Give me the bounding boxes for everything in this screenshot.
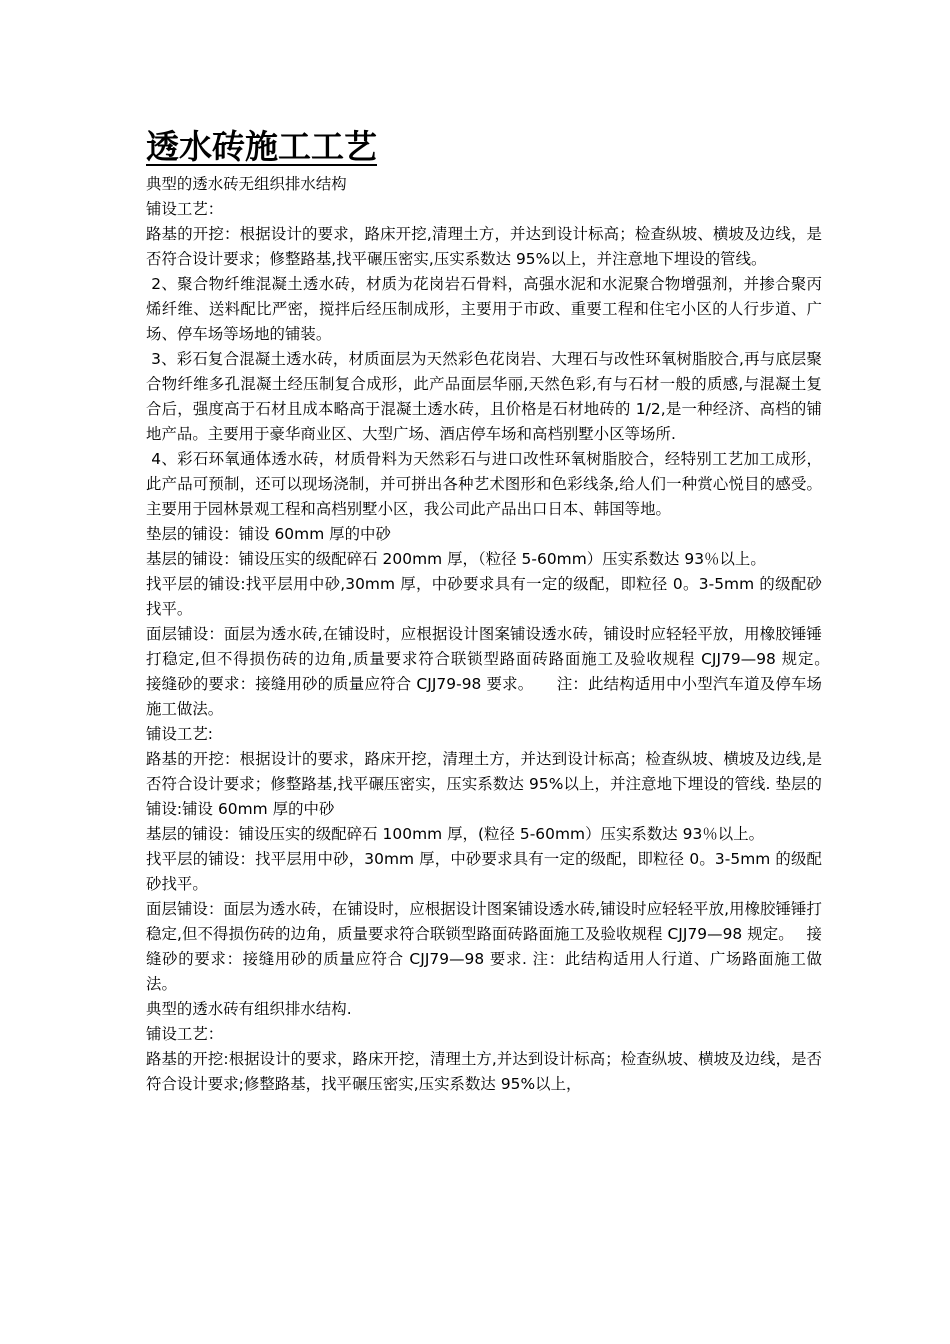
paragraph-process-label-3: 铺设工艺： <box>146 1025 224 1043</box>
document-body <box>146 172 843 1097</box>
paragraph-item-2: 2、聚合物纤维混凝土透水砖，材质为花岗岩石骨料，高强水泥和水泥聚合物增强剂，并掺合聚丙烯纤维、送料配比严密，搅拌后经压制成形，主要用于市政、重要工程和住宅小区的人行步道、广场、停车场等场地的铺装。 <box>146 275 822 343</box>
paragraph-surface-2: 面层铺设：面层为透水砖，在铺设时，应根据设计图案铺设透水砖,铺设时应轻轻平放,用橡胶锤锤打稳定,但不得损伤砖的边角，质量要求符合联锁型路面砖路面施工及验收规程 CJJ79—98 规定。 接缝砂的要求：接缝用砂的质量应符合 CJJ79—98 要求. 注：此结构适用人行道、广场路面施工做法。 <box>146 900 822 993</box>
document-title: 透水砖施工工艺 <box>146 127 377 166</box>
document-page <box>146 122 843 1097</box>
paragraph-item-4: 4、彩石环氧通体透水砖，材质骨料为天然彩石与进口改性环氧树脂胶合，经特别工艺加工成形，此产品可预制，还可以现场浇制，并可拼出各种艺术图形和色彩线条,给人们一种赏心悦目的感受。主要用于园林景观工程和高档别墅小区，我公司此产品出口日本、韩国等地。 <box>146 450 822 518</box>
paragraph-process-label-2: 铺设工艺: <box>146 725 213 743</box>
paragraph-base-2: 基层的铺设：铺设压实的级配碎石 100mm 厚，(粒径 5-60mm）压实系数达 93％以上。 <box>146 825 765 843</box>
paragraph-heading-organized: 典型的透水砖有组织排水结构. <box>146 1000 352 1018</box>
paragraph-heading-unorganized: 典型的透水砖无组织排水结构 <box>146 175 347 193</box>
paragraph-subgrade-3: 路基的开挖:根据设计的要求，路床开挖，清理土方,并达到设计标高；检查纵坡、横坡及边线，是否符合设计要求;修整路基，找平碾压密实,压实系数达 95%以上， <box>146 1050 822 1093</box>
paragraph-subgrade-1: 路基的开挖：根据设计的要求，路床开挖,清理土方，并达到设计标高；检查纵坡、横坡及边线，是否符合设计要求；修整路基,找平碾压密实,压实系数达 95%以上，并注意地下埋设的管线。 <box>146 225 822 268</box>
paragraph-process-label: 铺设工艺： <box>146 200 224 218</box>
paragraph-leveling-2: 找平层的铺设：找平层用中砂，30mm 厚，中砂要求具有一定的级配，即粒径 0。3-5mm 的级配砂找平。 <box>146 850 822 893</box>
paragraph-base-1: 基层的铺设：铺设压实的级配碎石 200mm 厚，（粒径 5-60mm）压实系数达 93％以上。 <box>146 550 766 568</box>
paragraph-cushion-1: 垫层的铺设：铺设 60mm 厚的中砂 <box>146 525 391 543</box>
paragraph-surface-1: 面层铺设：面层为透水砖,在铺设时，应根据设计图案铺设透水砖，铺设时应轻轻平放，用橡胶锤锤打稳定,但不得损伤砖的边角,质量要求符合联锁型路面砖路面施工及验收规程 CJJ79—98 规定。 接缝砂的要求：接缝用砂的质量应符合 CJJ79-98 要求。 注：此结构适用中小型汽车道及停车场施工做法。 <box>146 625 843 718</box>
paragraph-leveling-1: 找平层的铺设:找平层用中砂,30mm 厚，中砂要求具有一定的级配，即粒径 0。3-5mm 的级配砂找平。 <box>146 575 822 618</box>
paragraph-item-3: 3、彩石复合混凝土透水砖，材质面层为天然彩色花岗岩、大理石与改性环氧树脂胶合,再与底层聚合物纤维多孔混凝土经压制复合成形，此产品面层华丽,天然色彩,有与石材一般的质感,与混凝土复合后，强度高于石材且成本略高于混凝土透水砖，且价格是石材地砖的 1/2,是一种经济、高档的铺地产品。主要用于豪华商业区、大型广场、酒店停车场和高档别墅小区等场所. <box>146 350 822 443</box>
paragraph-subgrade-2: 路基的开挖：根据设计的要求，路床开挖，清理土方，并达到设计标高；检查纵坡、横坡及边线,是否符合设计要求；修整路基,找平碾压密实，压实系数达 95%以上，并注意地下埋设的管线. 垫层的铺设:铺设 60mm 厚的中砂 <box>146 750 822 818</box>
